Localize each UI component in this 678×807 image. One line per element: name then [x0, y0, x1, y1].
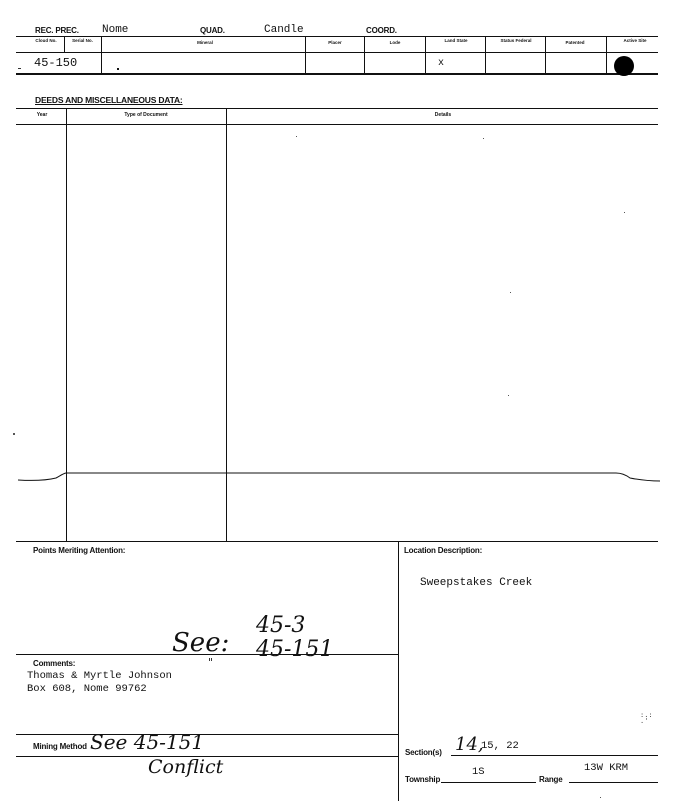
mining-method-label: Mining Method [33, 742, 87, 751]
range-label: Range [539, 775, 563, 784]
active-site-dot [614, 56, 634, 76]
col-type-of-document: Type of Document [124, 112, 168, 118]
sections-value: 15, 22 [481, 740, 519, 752]
sections-handwritten: 14, [455, 734, 484, 755]
col-status-federal: Status Federal [500, 38, 532, 43]
col-placer: Placer [328, 40, 342, 45]
cloud-no-value: 45-150 [34, 56, 78, 70]
coord-label: COORD. [366, 26, 397, 35]
speck [510, 292, 511, 293]
handwritten-see: See: [172, 628, 230, 658]
speck [13, 433, 15, 435]
mining-method-handwritten: See 45-151 [90, 730, 205, 754]
corner-marks: :.: .' [640, 711, 653, 725]
handwritten-ditto: " [208, 656, 214, 669]
speck [483, 138, 484, 139]
points-label: Points Meriting Attention: [33, 546, 126, 555]
speck [508, 395, 509, 396]
col-mineral: Mineral [197, 40, 213, 45]
col-details: Details [434, 112, 452, 118]
township-value: 1S [472, 766, 485, 778]
col-lode: Lode [389, 40, 401, 45]
comments-label: Comments: [33, 659, 76, 668]
small-dot-mark [117, 68, 119, 70]
handwritten-ref-2: 45-151 [256, 637, 334, 662]
township-label: Township [405, 775, 441, 784]
quad-value: Candle [264, 24, 304, 36]
speck [624, 212, 625, 213]
deeds-section-title: DEEDS AND MISCELLANEOUS DATA: [35, 95, 183, 105]
comments-line-1: Thomas & Myrtle Johnson [27, 670, 172, 682]
rec-prec-label: REC. PREC. [35, 26, 79, 35]
edge-tick-mark [18, 68, 21, 69]
land-state-mark: x [438, 58, 445, 69]
page-fold-line [0, 462, 678, 490]
location-value: Sweepstakes Creek [420, 577, 533, 589]
col-serial-no: Serial No. [72, 38, 93, 43]
col-year: Year [36, 112, 48, 118]
col-cloud-no: Cloud No. [35, 38, 57, 43]
mining-method-handwritten-2: Conflict [148, 756, 224, 778]
handwritten-ref-1: 45-3 [256, 613, 306, 638]
comments-line-2: Box 608, Nome 99762 [27, 683, 147, 695]
quad-label: QUAD. [200, 26, 225, 35]
col-active-site: Active Site [623, 38, 647, 43]
col-land-status: Land State [444, 38, 468, 43]
col-patented: Patented [565, 40, 585, 45]
rec-prec-value: Nome [102, 24, 129, 36]
sections-label: Section(s) [405, 748, 442, 757]
speck [296, 136, 297, 137]
location-label: Location Description: [404, 546, 483, 555]
range-value: 13W KRM [584, 762, 629, 774]
speck [600, 797, 601, 798]
